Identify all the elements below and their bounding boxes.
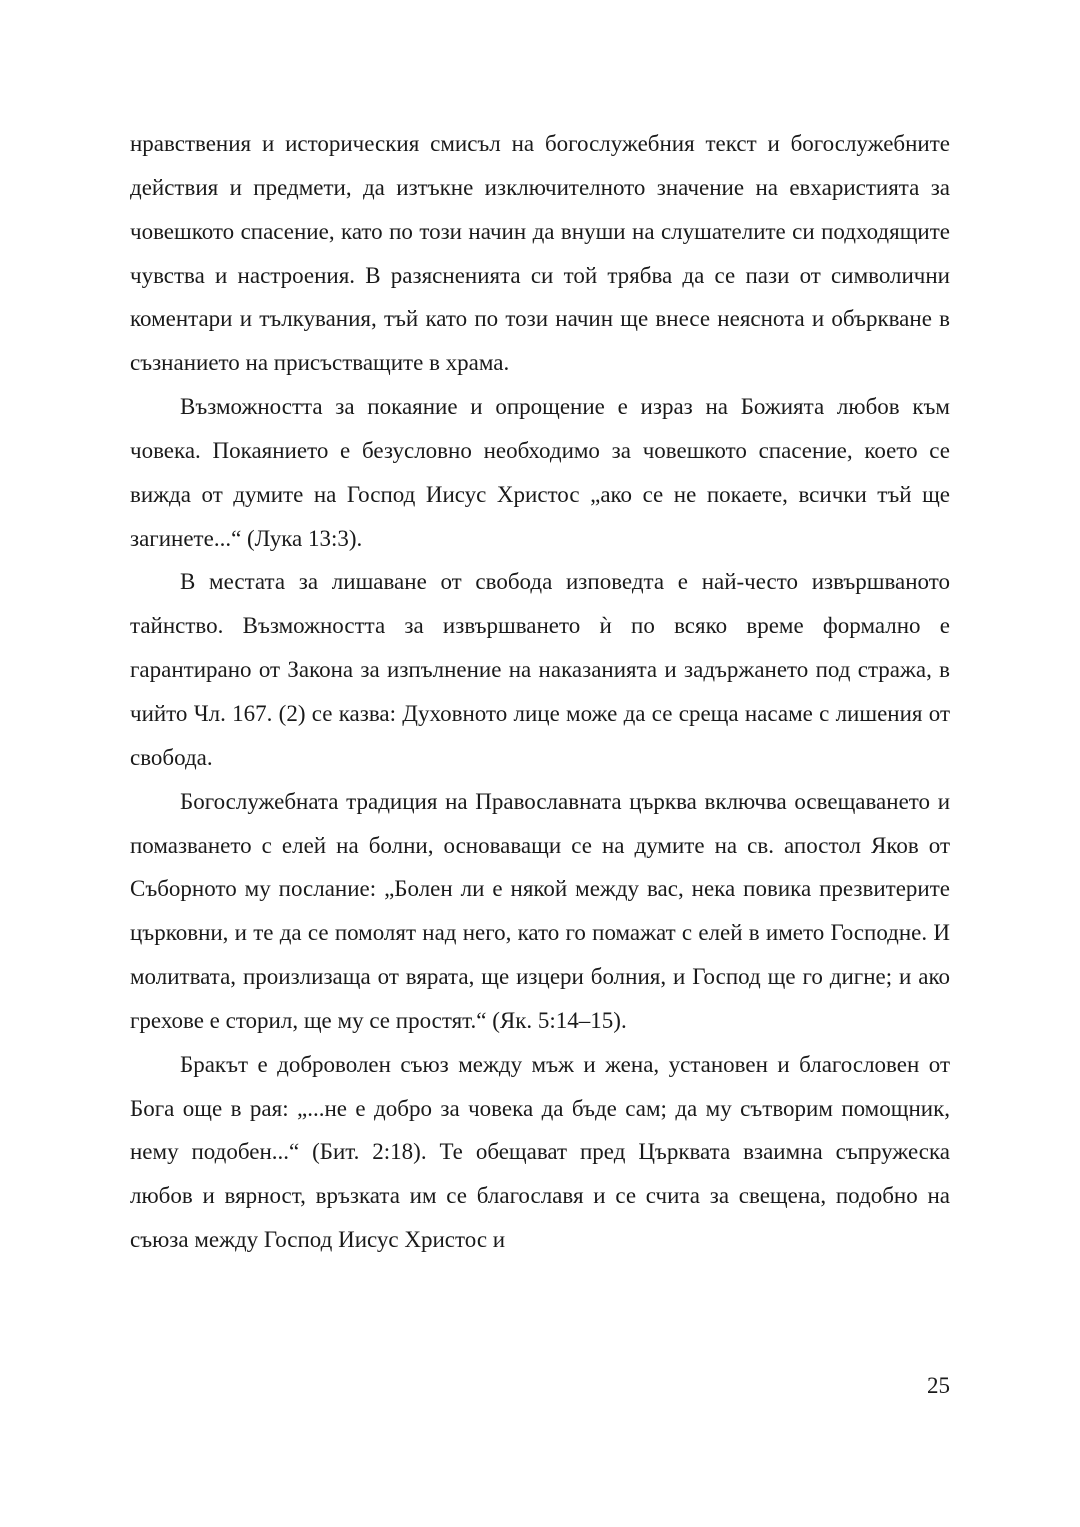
paragraph-5: Бракът е доброволен съюз между мъж и жена, установен и благословен от Бога още в рая: „...не е добро за човека да бъде сам; да му сътворим помощник, нему подобен...“ (Бит. 2:18). Те обещават пред Църквата взаимна съпружеска любов и вярност, връзката им се благославя и се счита за свещена, подобно на съюза между Господ Иисус Христос и [130, 1051, 950, 1253]
paragraph-2: Възможността за покаяние и опрощение е израз на Божията любов към човека. Покаянието е безусловно необходимо за човешкото спасение, което се вижда от думите на Господ Иисус Христос „ако се не покаете, всички тъй ще загинете...“ (Лука 13:3). [130, 394, 950, 551]
page-number: 25 [927, 1373, 950, 1398]
paragraph-3: В местата за лишаване от свобода изповедта е най-често извършваното тайнство. Възможността за извършването ѝ по всяко време формално е гарантирано от Закона за изпълнение на наказанията и задържането под стража, в чийто Чл. 167. (2) се казва: Духовното лице може да се среща насаме с лишения от свобода. [130, 569, 950, 770]
paragraph-1: нравствения и историческия смисъл на богослужебния текст и богослужебните действия и предмети, да изтъкне изключителното значение на евхаристията за човешкото спасение, като по този начин да внуши на слушателите си подходящите чувства и настроения. В разясненията си той трябва да се пази от символични коментари и тълкувания, тъй като по този начин ще внесе неяснота и объркване в съзнанието на присъстващите в храма. [130, 131, 950, 376]
paragraph-4: Богослужебната традиция на Православната църква включва освещаването и помазването с елей на болни, основаващи се на думите на св. апостол Яков от Съборното му послание: „Болен ли е някой между вас, нека повика презвитерите църковни, и те да се помолят над него, като го помажат с елей в името Господне. И молитвата, произлизаща от вярата, ще изцери болния, и Господ ще го дигне; и ако грехове е сторил, ще му се простят.“ (Як. 5:14–15). [130, 788, 950, 1033]
body-text [130, 122, 950, 1262]
